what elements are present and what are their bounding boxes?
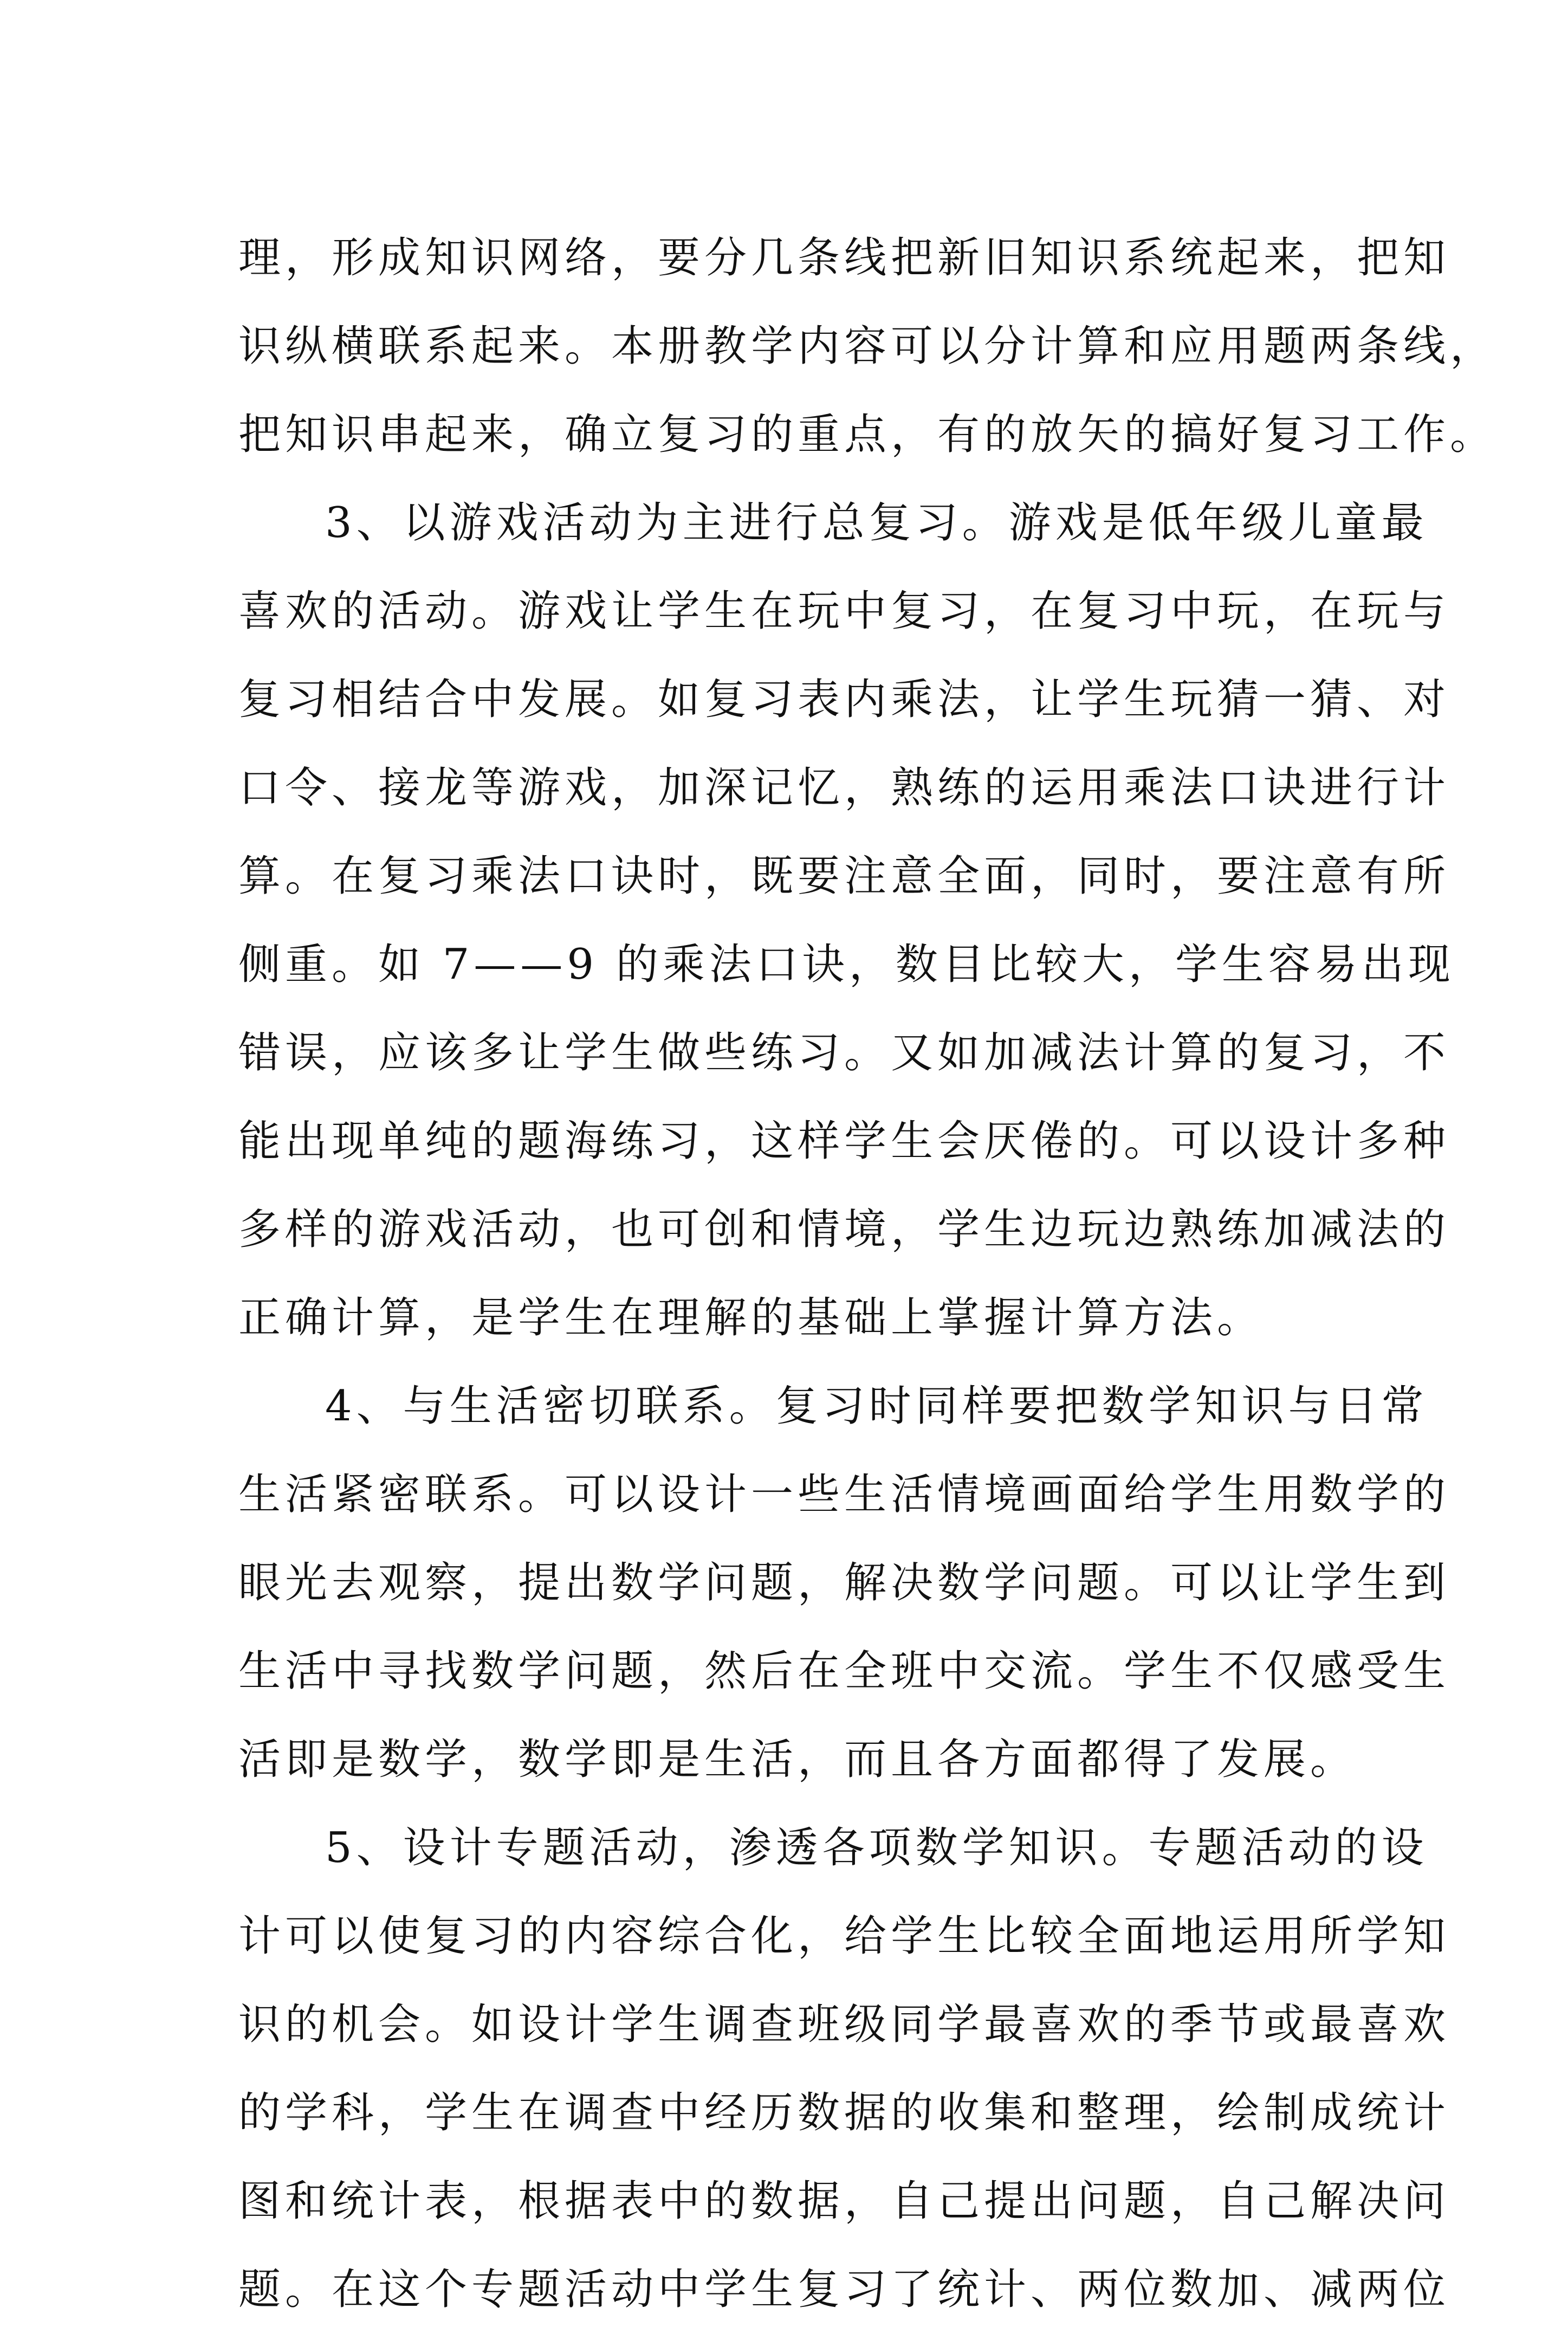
text-line: 把知识串起来，确立复习的重点，有的放矢的搞好复习工作。 <box>238 410 1497 459</box>
text-line: 口令、接龙等游戏，加深记忆，熟练的运用乘法口诀进行计 <box>238 764 1450 812</box>
text-line: 理，形成知识网络，要分几条线把新旧知识系统起来，把知 <box>238 234 1450 282</box>
text-line: 活即是数学，数学即是生活，而且各方面都得了发展。 <box>238 1735 1357 1784</box>
text-line: 图和统计表，根据表中的数据，自己提出问题，自己解决问 <box>238 2177 1450 2226</box>
text-line: 能出现单纯的题海练习，这样学生会厌倦的。可以设计多种 <box>238 1117 1450 1166</box>
paragraph-5-first-line: 5、设计专题活动，渗透各项数学知识。专题活动的设 <box>325 1824 1428 1872</box>
text-line: 题。在这个专题活动中学生复习了统计、两位数加、减两位 <box>238 2265 1450 2314</box>
text-line: 算。在复习乘法口诀时，既要注意全面，同时，要注意有所 <box>238 852 1450 901</box>
text-line: 识的机会。如设计学生调查班级同学最喜欢的季节或最喜欢 <box>238 2000 1450 2049</box>
text-line: 生活紧密联系。可以设计一些生活情境画面给学生用数学的 <box>238 1470 1450 1519</box>
text-line: 的学科，学生在调查中经历数据的收集和整理，绘制成统计 <box>238 2089 1450 2137</box>
text-line: 正确计算，是学生在理解的基础上掌握计算方法。 <box>238 1294 1264 1342</box>
text-line: 计可以使复习的内容综合化，给学生比较全面地运用所学知 <box>238 1912 1450 1961</box>
paragraph-3-first-line: 3、以游戏活动为主进行总复习。游戏是低年级儿童最 <box>325 499 1428 547</box>
text-line: 识纵横联系起来。本册教学内容可以分计算和应用题两条线， <box>238 322 1497 371</box>
text-line: 错误，应该多让学生做些练习。又如加减法计算的复习，不 <box>238 1029 1450 1077</box>
text-line: 多样的游戏活动，也可创和情境，学生边玩边熟练加减法的 <box>238 1205 1450 1254</box>
text-line: 复习相结合中发展。如复习表内乘法，让学生玩猜一猜、对 <box>238 675 1450 724</box>
text-line: 喜欢的活动。游戏让学生在玩中复习，在复习中玩，在玩与 <box>238 587 1450 636</box>
document-body <box>238 214 1497 2334</box>
text-line: 生活中寻找数学问题，然后在全班中交流。学生不仅感受生 <box>238 1647 1450 1696</box>
text-line: 眼光去观察，提出数学问题，解决数学问题。可以让学生到 <box>238 1559 1450 1607</box>
paragraph-4-first-line: 4、与生活密切联系。复习时同样要把数学知识与日常 <box>325 1382 1428 1431</box>
text-line: 侧重。如 7——9 的乘法口诀，数目比较大，学生容易出现 <box>238 940 1455 989</box>
